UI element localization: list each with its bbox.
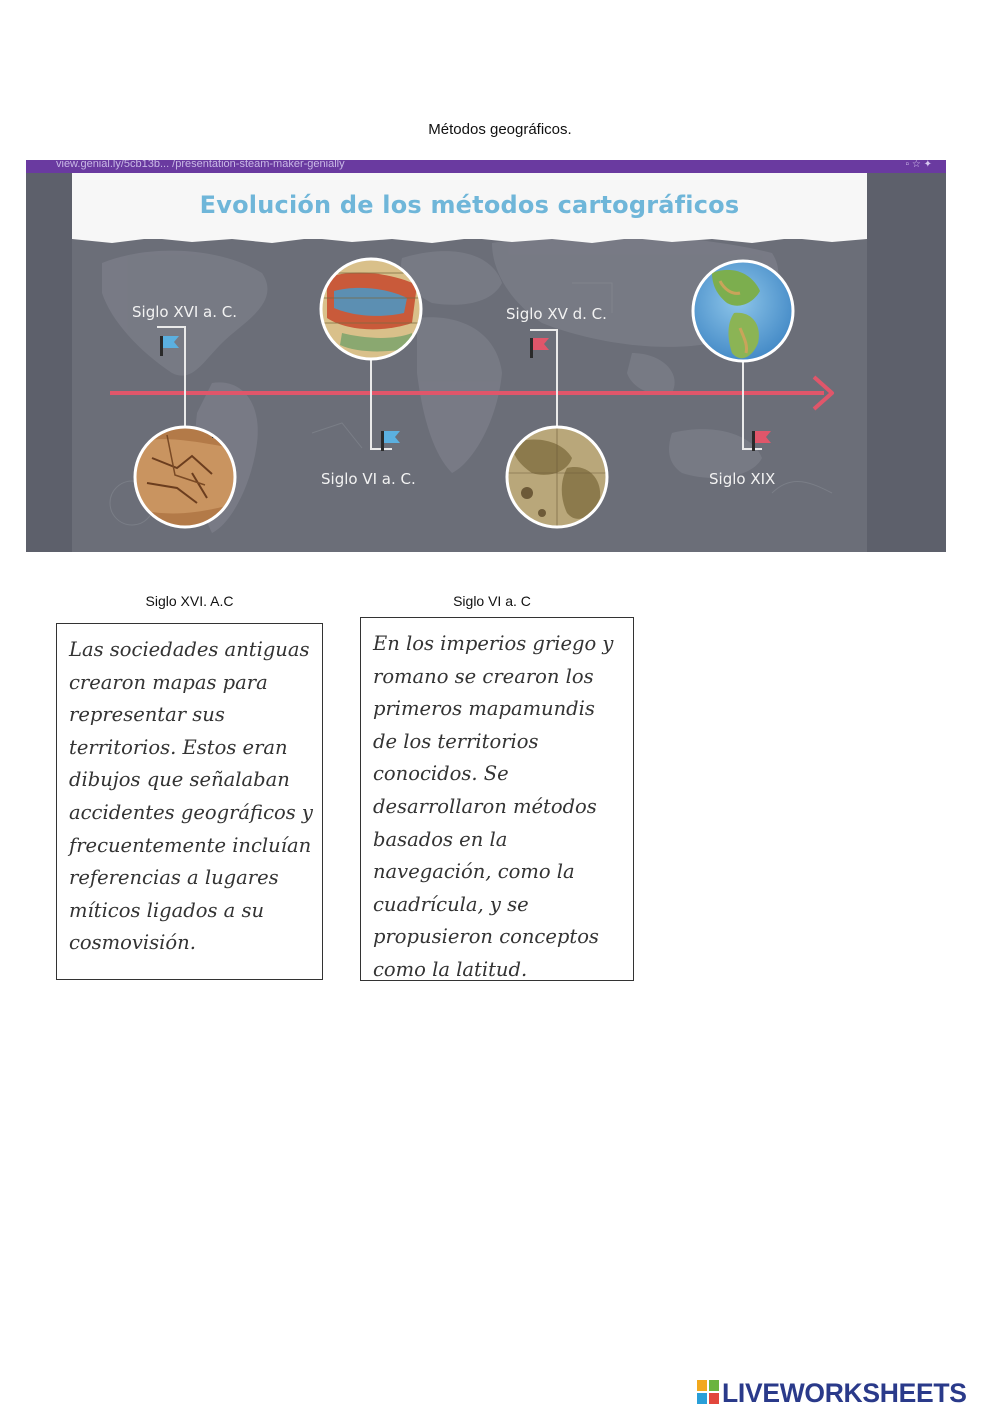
browser-url: view.genial.ly/5cb13b... /presentation-steam-maker-genially [56,160,345,170]
answer-text-1: Las sociedades antiguas crearon mapas para representar sus territorios. Estos eran dibujos que señalaban accidentes geográficos y frecuentemente incluían referencias a lugares míticos ligados a su cosmovisión. [69,638,313,955]
page-title: Métodos geográficos. [428,121,572,138]
answer-box-2 [360,617,634,981]
era-label-siglo-xix: Siglo XIX [709,470,776,488]
browser-address-bar [26,160,946,173]
era-label-siglo-xvi-ac: Siglo XVI a. C. [132,303,238,321]
era-label-siglo-xv-dc: Siglo XV d. C. [506,305,607,323]
answer-text-2: En los imperios griego y romano se crearon los primeros mapamundis de los territorios conocidos. Se desarrollaron métodos basados en la navegación, como la cuadrícula, y se propusieron conceptos como la latitud. [373,632,614,981]
logo-text: LIVEWORKSHEETS [722,1378,967,1408]
torn-paper-edge [72,235,867,245]
slide-header [72,173,867,239]
infographic-screenshot [26,160,946,552]
old-americas-map-image [502,423,612,533]
section-heading-2: Siglo VI a. C [453,593,531,609]
browser-toolbar-icons: ▫ ☆ ✦ [905,160,932,170]
timeline-slide [72,173,867,552]
slide-title: Evolución de los métodos cartográficos [199,191,740,219]
era-label-siglo-vi-ac: Siglo VI a. C. [321,470,416,488]
section-heading-1: Siglo XVI. A.C [145,593,234,609]
flag-red-icon [530,338,549,358]
globe-americas-image [693,261,793,361]
logo-grid-icon [697,1380,719,1404]
answer-box-1 [56,623,323,980]
